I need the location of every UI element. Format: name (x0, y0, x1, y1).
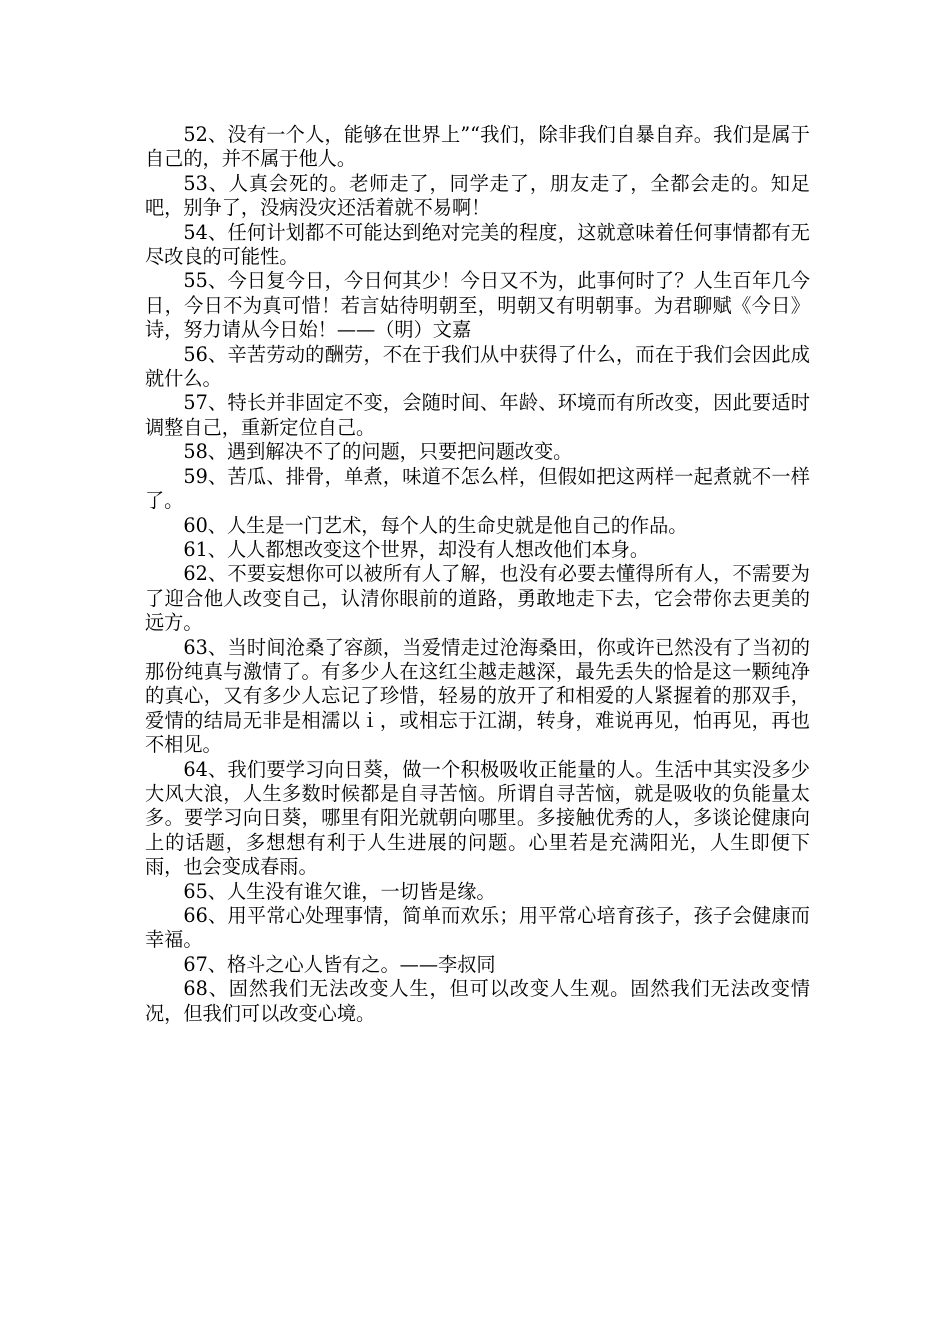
quote-paragraph-58: 58、遇到解决不了的问题，只要把问题改变。 (183, 440, 573, 464)
quote-paragraph-56: 56、辛苦劳动的酬劳，不在于我们从中获得了什么，而在于我们会因此成就什么。 (145, 342, 810, 391)
quote-paragraph-53: 53、人真会死的。老师走了，同学走了，朋友走了，全都会走的。知足吧，别争了，没病没灾还活着就不易啊！ (145, 171, 810, 220)
quote-paragraph-67: 67、格斗之心人皆有之。——李叔同 (183, 952, 496, 976)
quote-paragraph-60: 60、人生是一门艺术，每个人的生命史就是他自己的作品。 (183, 513, 688, 537)
quote-paragraph-57: 57、特长并非固定不变，会随时间、年龄、环境而有所改变，因此要适时调整自己，重新定位自己。 (145, 391, 810, 439)
quote-paragraph-54: 54、任何计划都不可能达到绝对完美的程度，这就意味着任何事情都有无尽改良的可能性。 (145, 220, 810, 269)
quote-paragraph-64: 64、我们要学习向日葵，做一个积极吸收正能量的人。生活中其实没多少大风大浪，人生多数时候都是自寻苦恼。所谓自寻苦恼，就是吸收的负能量太多。要学习向日葵，哪里有阳光就朝向哪里。多接触优秀的人，多谈论健康向上的话题，多想想有利于人生进展的问题。心里若是充满阳光，人生即便下雨，也会变成春雨。 (145, 757, 810, 879)
quote-paragraph-63: 63、当时间沧桑了容颜，当爱情走过沧海桑田，你或许已然没有了当初的那份纯真与激情了。有多少人在这红尘越走越深，最先丢失的恰是这一颗纯净的真心，又有多少人忘记了珍惜，轻易的放开了和相爱的人紧握着的那双手，爱情的结局无非是相濡以ｉ，或相忘于江湖，转身，难说再见，怕再见，再也不相见。 (145, 635, 810, 757)
quote-paragraph-66: 66、用平常心处理事情，简单而欢乐；用平常心培育孩子，孩子会健康而幸福。 (145, 904, 810, 952)
quote-paragraph-52: 52、没有一个人，能够在世界上”“我们，除非我们自暴自弃。我们是属于自己的，并不属于他人。 (145, 123, 810, 171)
quote-paragraph-65: 65、人生没有谁欠谁，一切皆是缘。 (183, 879, 496, 903)
document-body (145, 123, 810, 1026)
quote-paragraph-62: 62、不要妄想你可以被所有人了解，也没有必要去懂得所有人，不需要为了迎合他人改变自己，认清你眼前的道路，勇敢地走下去，它会带你去更美的远方。 (145, 562, 810, 635)
quote-paragraph-68: 68、固然我们无法改变人生，但可以改变人生观。固然我们无法改变情况，但我们可以改变心境。 (145, 977, 810, 1025)
quote-paragraph-61: 61、人人都想改变这个世界，却没有人想改他们本身。 (183, 537, 650, 561)
quote-paragraph-55: 55、今日复今日，今日何其少！今日又不为，此事何时了？人生百年几今日，今日不为真可惜！若言姑待明朝至，明朝又有明朝事。为君聊赋《今日》诗，努力请从今日始！——（明）文嘉 (145, 269, 810, 342)
quote-paragraph-59: 59、苦瓜、排骨，单煮，味道不怎么样，但假如把这两样一起煮就不一样了。 (145, 464, 810, 513)
